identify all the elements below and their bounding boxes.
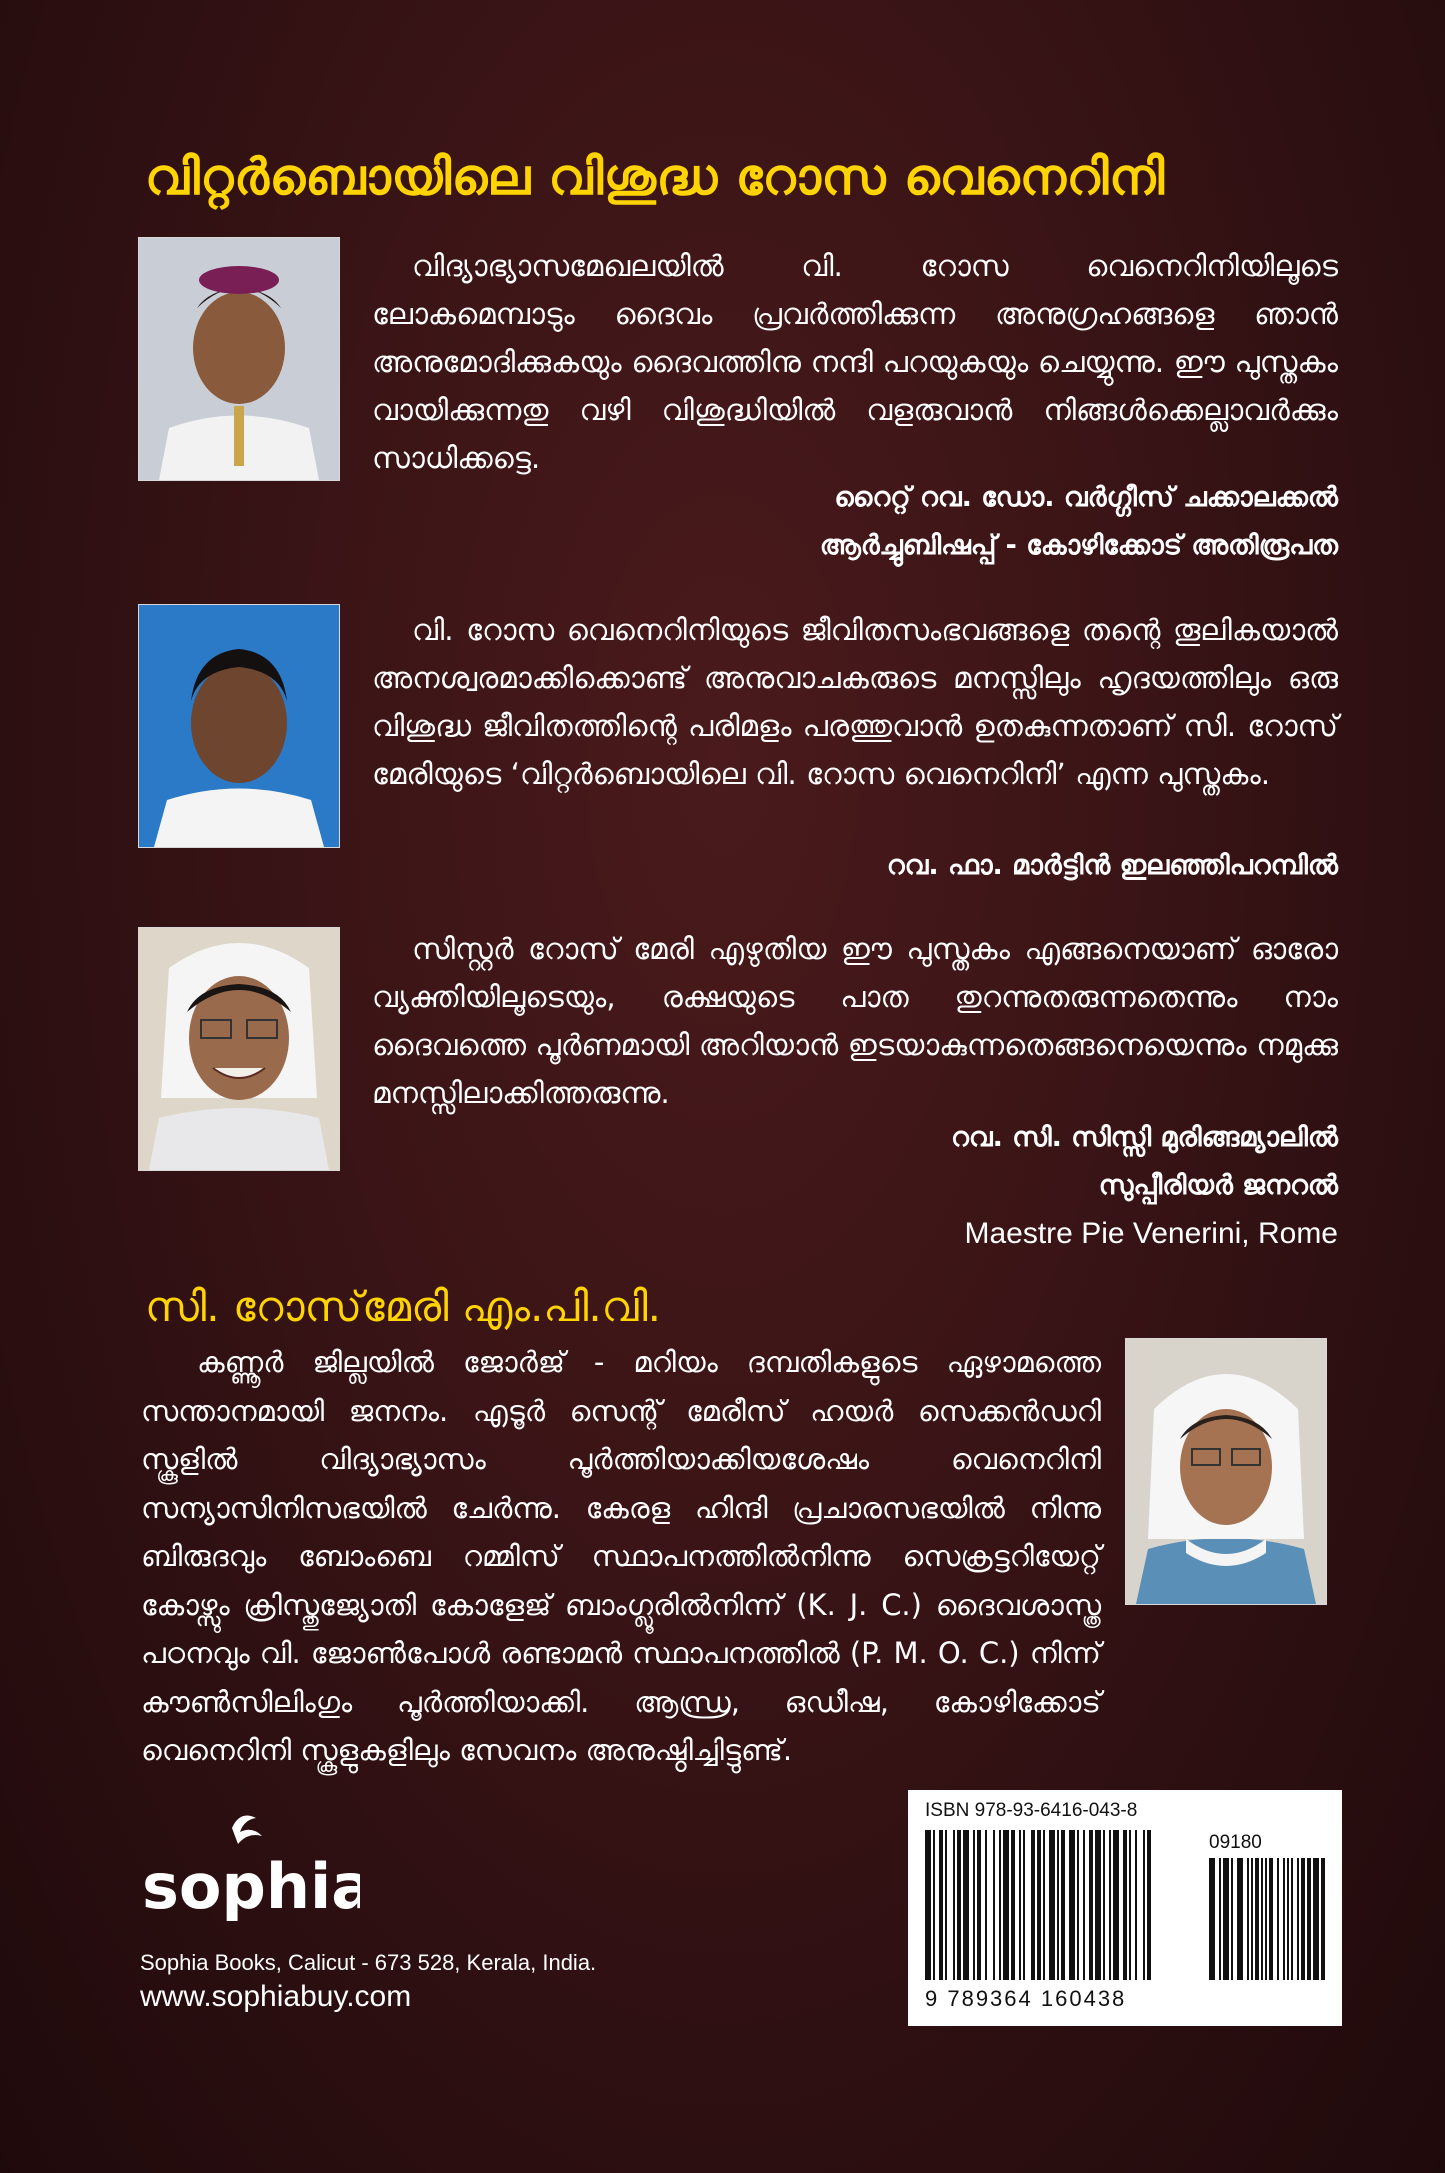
endorsement-1-text: വിദ്യാഭ്യാസമേഖലയിൽ വി. റോസ വെനെറിനിയിലൂടെ ലോകമെമ്പാടും ദൈവം പ്രവർത്തിക്കുന്ന അനുഗ്രഹങ്ങളെ ഞാൻ അനുമോദിക്കുകയും ദൈവത്തിനു നന്ദി പറയുകയും ചെയ്യുന്നു. ഈ പുസ്തകം വായിക്കുന്നതു വഴി വിശുദ്ധിയിൽ വളരുവാൻ നിങ്ങൾക്കെല്ലാവർക്കും സാധിക്കട്ടെ. [372,249,1338,475]
endorsement-3-role: സുപ്പീരിയർ ജനറൽ [1098,1170,1338,1201]
endorsement-1-role: ആർച്ചുബിഷപ്പ് - കോഴിക്കോട് അതിരൂപത [819,530,1338,561]
isbn-number: ISBN 978-93-6416-043-8 [925,1800,1138,1821]
endorsement-2-text: വി. റോസ വെനെറിനിയുടെ ജീവിതസംഭവങ്ങളെ തന്റെ തൂലികയാൽ അനശ്വരമാക്കിക്കൊണ്ട് അനുവാചകരുടെ മനസ്സിലും ഹൃദയത്തിലും ഒരു വിശുദ്ധ ജീവിതത്തിന്റെ പരിമളം പരത്തുവാൻ ഉതകുന്നതാണ് സി. റോസ് മേരിയുടെ ‘വിറ്റർബൊയിലെ വി. റോസ വെനെറിനി’ എന്ന പുസ്തകം. [372,613,1338,791]
isbn-barcode [908,1790,1342,2026]
author-bio: കണ്ണൂർ ജില്ലയിൽ ജോർജ് - മറിയം ദമ്പതികളുടെ ഏഴാമത്തെ സന്താനമായി ജനനം. എടൂർ സെന്റ് മേരീസ് ഹയർ സെക്കൻഡറി സ്കൂളിൽ വിദ്യാഭ്യാസം പൂർത്തിയാക്കിയശേഷം വെനെറിനി സന്യാസിനിസഭയിൽ ചേർന്നു. കേരള ഹിന്ദി പ്രചാരസഭയിൽ നിന്നു ബിരുദവും ബോംബെ റമ്മിസ് സ്ഥാപനത്തിൽനിന്നു സെക്രട്ടറിയേറ്റ് കോഴ്സും ക്രിസ്തുജ്യോതി കോളേജ് ബാംഗ്ലൂരിൽനിന്ന് (K. J. C.) ദൈവശാസ്ത്ര പഠനവും വി. ജോൺപോൾ രണ്ടാമൻ സ്ഥാപനത്തിൽ (P. M. O. C.) നിന്ന് കൗൺസിലിംഗും പൂർത്തിയാക്കി. ആന്ധ്ര, ഒഡീഷ, കോഴിക്കോട് വെനെറിനി സ്കൂളുകളിലും സേവനം അനുഷ്ഠിച്ചിട്ടുണ്ട്. [141,1345,1101,1767]
endorsement-2-name: റവ. ഫാ. മാർട്ടിൻ ഇലഞ്ഞിപറമ്പിൽ [886,850,1338,881]
endorsement-3-org: Maestre Pie Venerini, Rome [964,1217,1338,1250]
author-photo [1125,1338,1327,1605]
sophia-logo [140,1810,360,1930]
priest-photo [138,604,340,848]
sister-photo [138,927,340,1171]
barcode-bars [925,1830,1325,1990]
endorsement-3-name: റവ. സി. സിസ്സി മുരിങ്ങമ്യാലിൽ [951,1122,1338,1153]
sophia-logo-text: sophia [142,1850,360,1923]
publisher-website: www.sophiabuy.com [140,1980,412,2013]
price-code: 09180 [1209,1832,1262,1853]
endorsement-3-text: സിസ്റ്റർ റോസ് മേരി എഴുതിയ ഈ പുസ്തകം എങ്ങനെയാണ് ഓരോ വ്യക്തിയിലൂടെയും, രക്ഷയുടെ പാത തുറന്നുതരുന്നതെന്നും നാം ദൈവത്തെ പൂർണമായി അറിയാൻ ഇടയാകുന്നതെങ്ങനെയെന്നും നമുക്കു മനസ്സിലാക്കിത്തരുന്നു. [372,932,1338,1110]
author-name: സി. റോസ്‌മേരി എം.പി.വി. [145,1282,662,1331]
archbishop-photo [138,237,340,481]
publisher-address: Sophia Books, Calicut - 673 528, Kerala, India. [140,1950,597,1975]
book-title: വിറ്റർബൊയിലെ വിശുദ്ധ റോസ വെനെറിനി [145,148,1165,206]
endorsement-1-name: റൈറ്റ് റവ. ഡോ. വർഗ്ഗീസ് ചക്കാലക്കൽ [834,482,1338,513]
ean-number: 9 789364 160438 [925,1986,1127,2011]
